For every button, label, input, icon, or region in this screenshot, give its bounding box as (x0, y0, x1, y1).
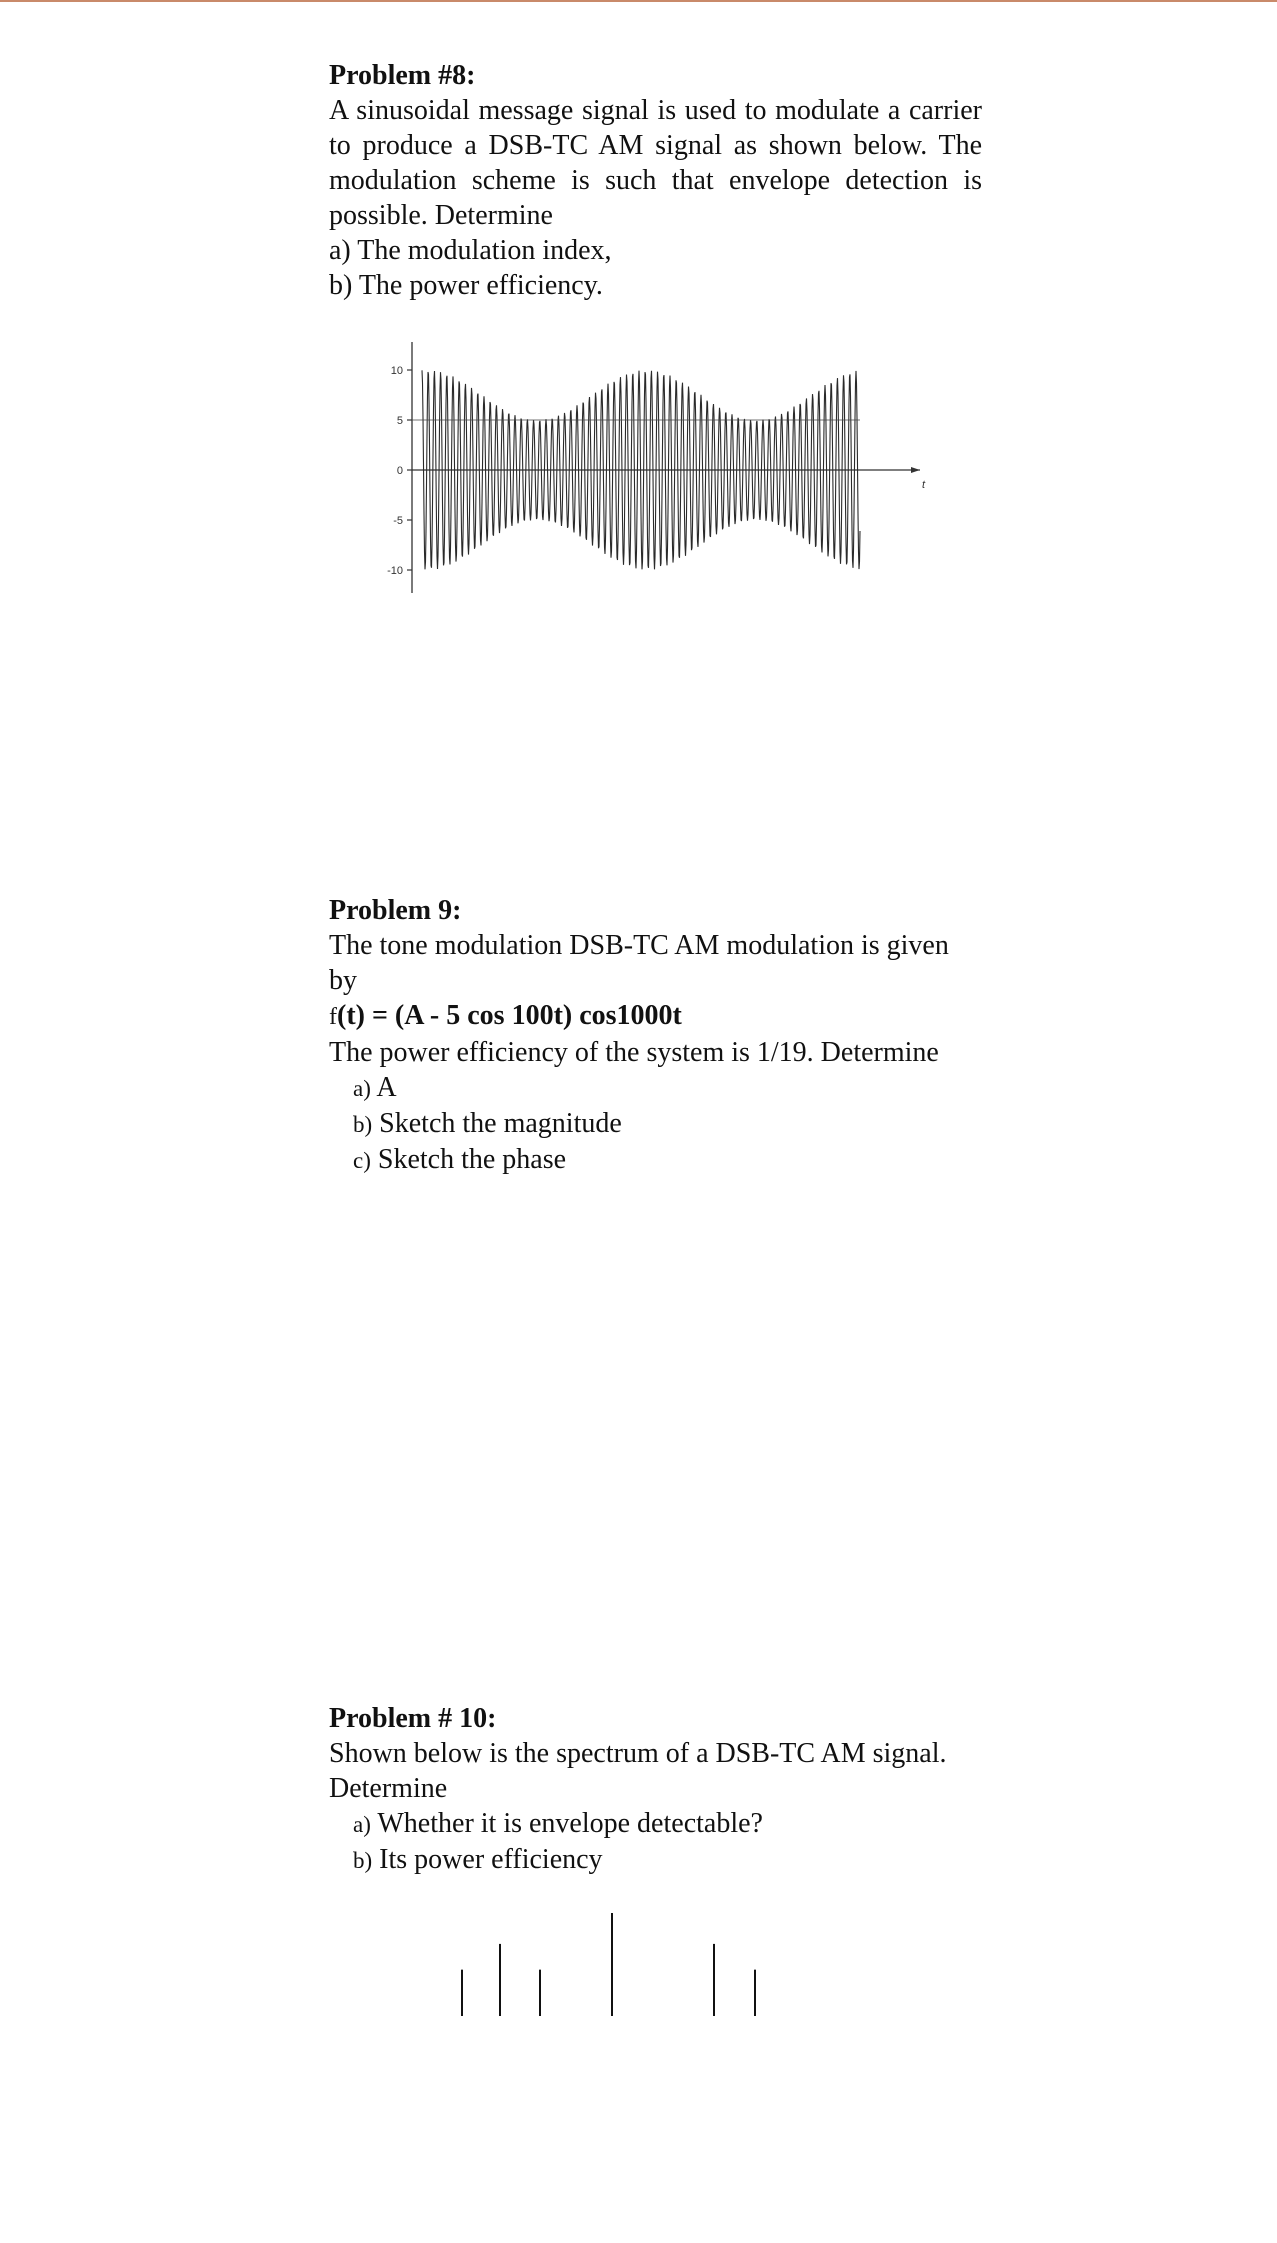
problem-8-item-b: b) The power efficiency. (329, 270, 603, 301)
problem-9-intro-line-1: The tone modulation DSB-TC AM modulation is given (329, 930, 949, 961)
problem-10-intro: Shown below is the spectrum of a DSB-TC AM signal. (329, 1738, 947, 1769)
y-tick-label: 0 (396, 465, 403, 477)
problem-10 (329, 1701, 982, 1878)
problem-10-determine: Determine (329, 1773, 448, 1804)
item-text: A (376, 1072, 397, 1103)
x-axis-label: t (922, 479, 926, 491)
problem-8-heading: Problem #8: (329, 60, 476, 91)
equation-function-name: f (329, 1004, 337, 1030)
problem-8-body: A sinusoidal message signal is used to modulate a carrier to produce a DSB-TC AM signal as shown below. The modulation scheme is such that envelope detection is possible. Determine (329, 95, 982, 231)
problem-9-equation (329, 998, 982, 1035)
problem-9-item-a (329, 1070, 982, 1106)
x-axis-arrowhead (911, 467, 920, 473)
item-marker: b) (353, 1848, 373, 1873)
problem-9-item-c (329, 1142, 982, 1178)
y-tick-label: -5 (393, 515, 403, 527)
item-marker: c) (353, 1148, 371, 1173)
item-marker: b) (353, 1112, 373, 1137)
problem-9-heading: Problem 9: (329, 895, 462, 926)
problem-10-item-a (329, 1806, 982, 1842)
problem-10-heading: Problem # 10: (329, 1703, 497, 1734)
item-text: Sketch the magnitude (379, 1108, 622, 1139)
problem-10-item-b (329, 1842, 982, 1878)
problem-8 (329, 58, 982, 303)
problem-9-item-b (329, 1106, 982, 1142)
problem-8-item-a: a) The modulation index, (329, 235, 612, 266)
item-text: Whether it is envelope detectable? (377, 1808, 763, 1839)
item-marker: a) (353, 1812, 371, 1837)
item-text: Its power efficiency (379, 1844, 603, 1875)
item-marker: a) (353, 1076, 371, 1101)
spectrum-figure (440, 1908, 780, 2026)
problem-9-statement: The power efficiency of the system is 1/19. Determine (329, 1037, 939, 1068)
am-signal-figure (370, 338, 930, 600)
y-tick-label: -10 (387, 565, 403, 577)
equation-body: (t) = (A - 5 cos 100t) cos1000t (337, 1000, 682, 1031)
problem-9-intro-line-2: by (329, 965, 357, 996)
y-tick-label: 10 (390, 365, 403, 377)
problem-9 (329, 893, 982, 1178)
item-text: Sketch the phase (377, 1144, 567, 1175)
y-tick-label: 5 (396, 415, 403, 427)
top-border (0, 0, 1277, 2)
